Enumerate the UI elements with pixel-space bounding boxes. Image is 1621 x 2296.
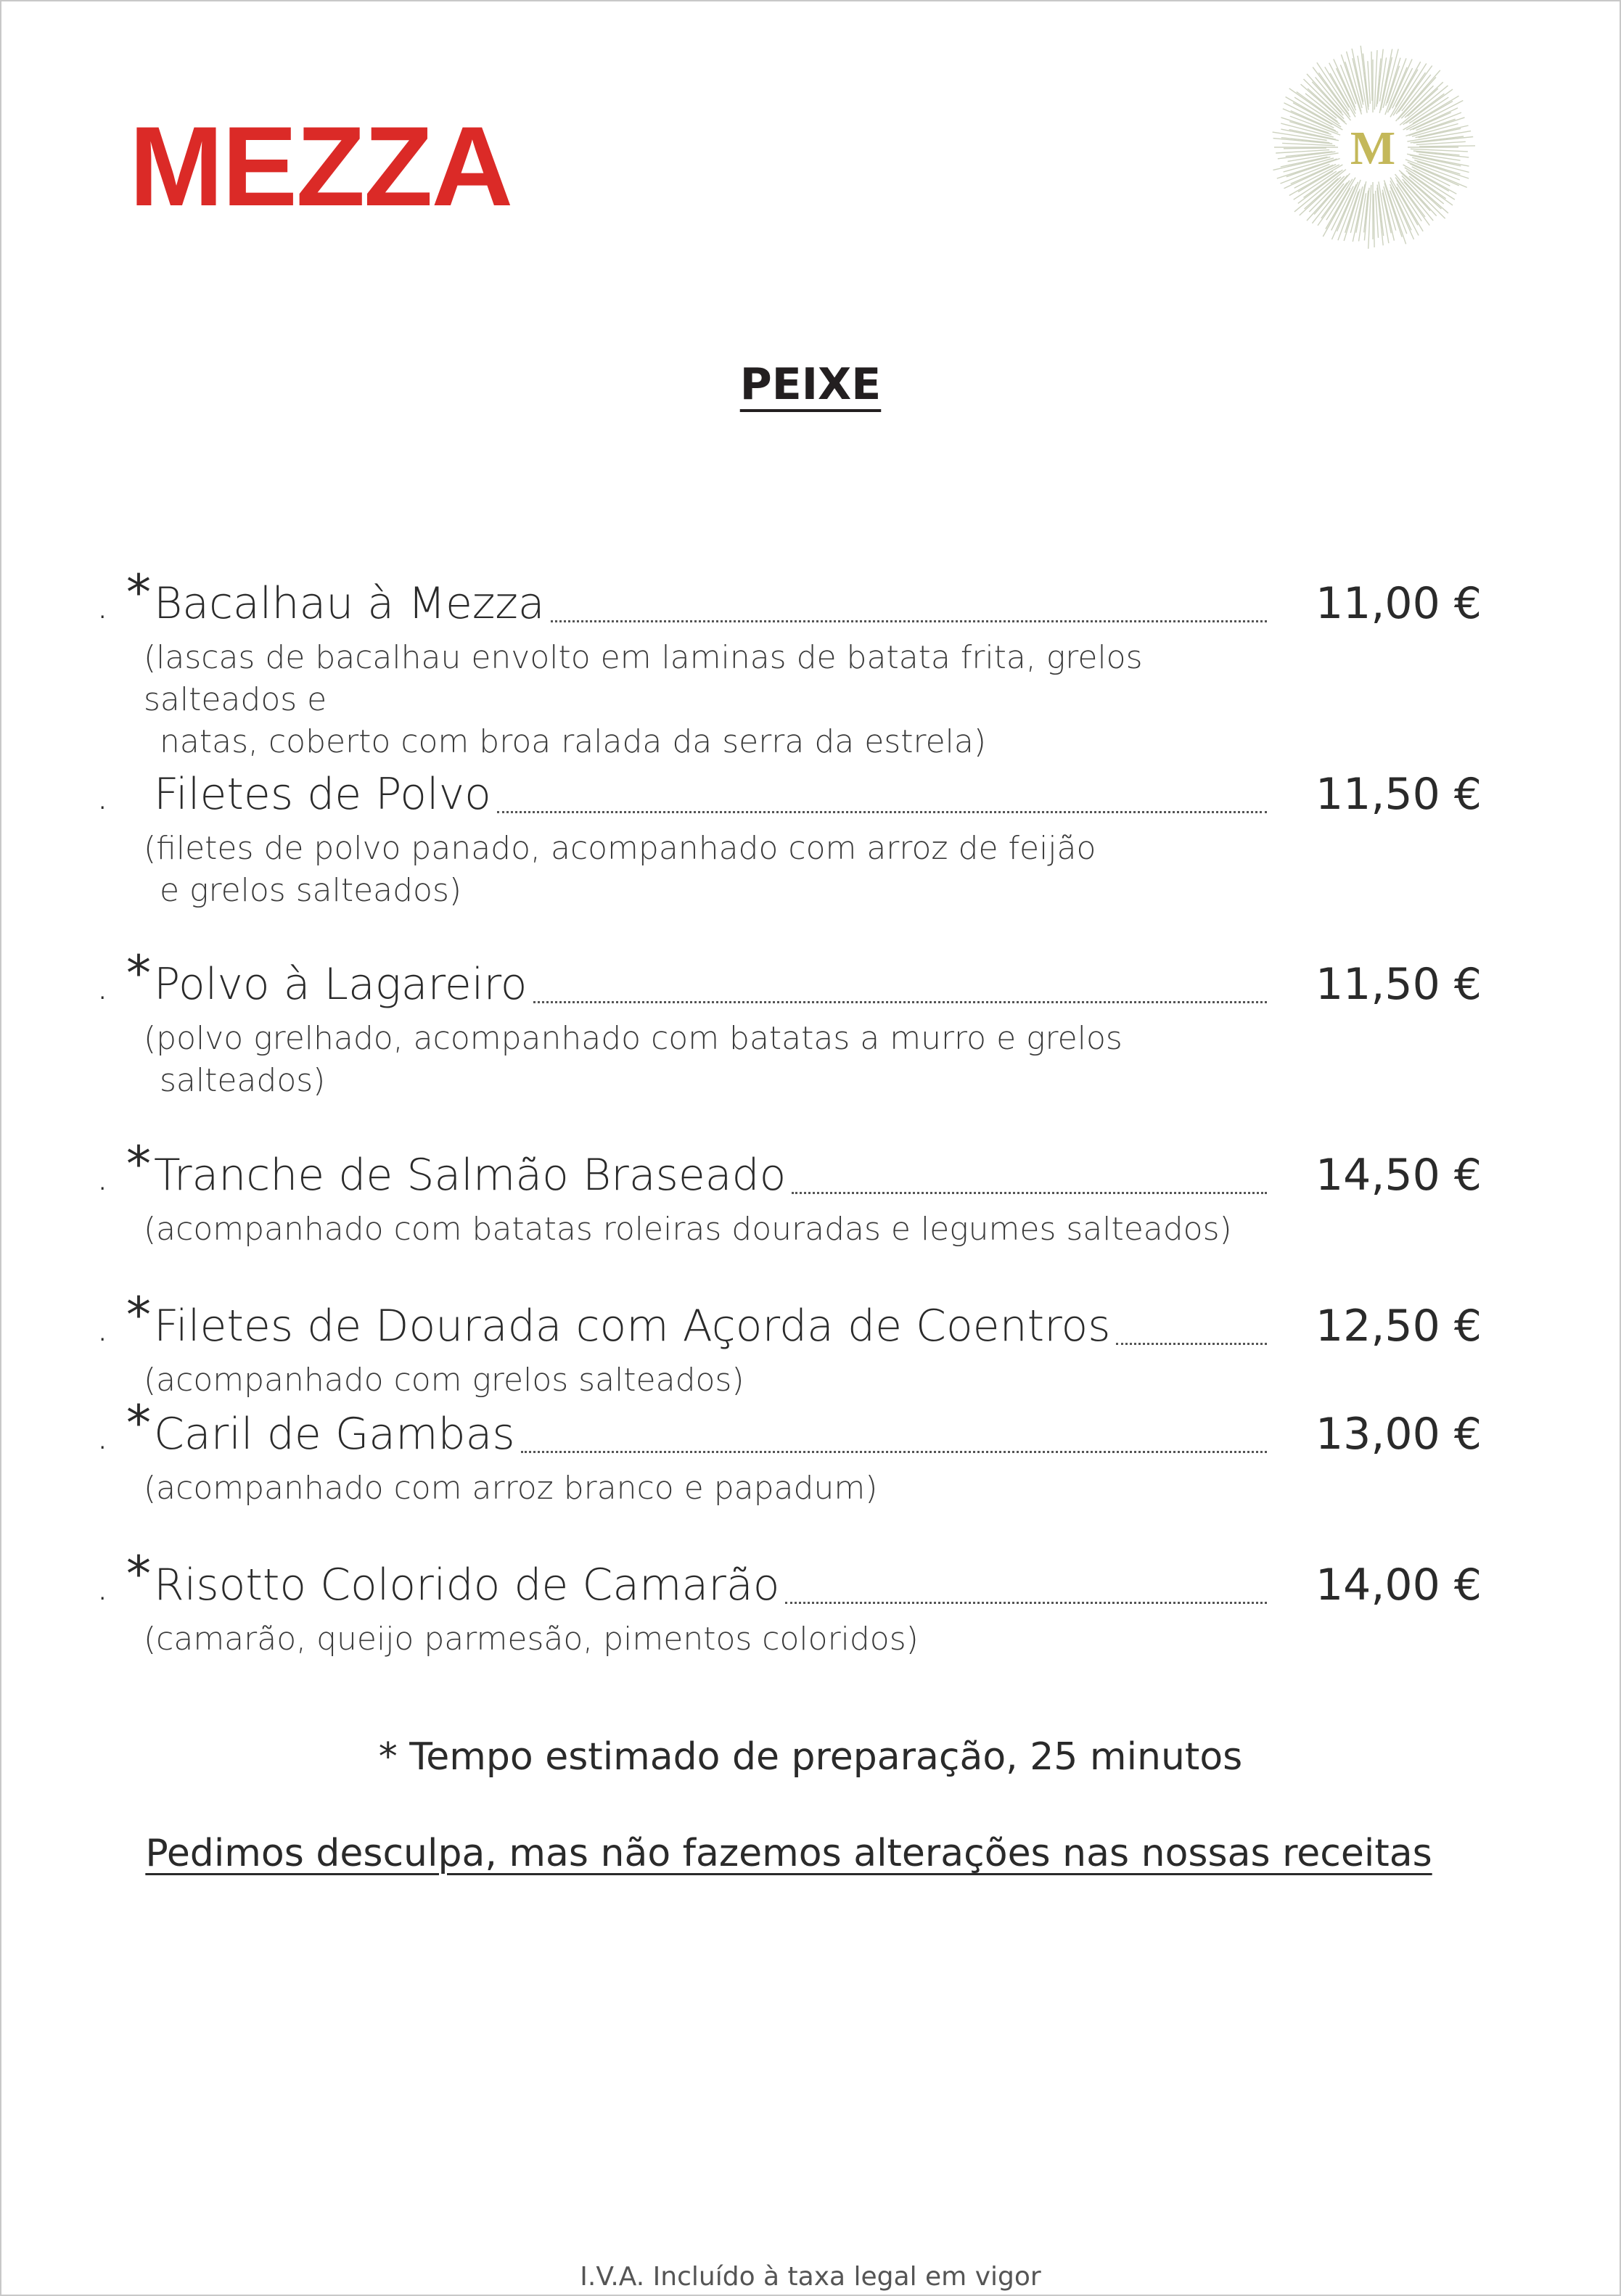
item-price: 11,50 € [1315,769,1482,820]
item-name-text: Polvo à Lagareiro [154,959,528,1010]
item-name-text: Filetes de Polvo [154,769,491,820]
asterisk-marker: * [126,1136,151,1193]
bullet-dot: . [96,1410,110,1459]
asterisk-marker: * [126,945,151,1003]
bullet-dot: . [96,1560,110,1610]
bullet-dot: . [96,770,110,819]
item-price: 12,50 € [1315,1301,1482,1351]
item-name-text: Caril de Gambas [154,1409,515,1460]
no-changes-text: Pedimos desculpa, mas não fazemos alterações nas nossas receitas [145,1832,1432,1875]
item-name-text: Risotto Colorido de Camarão [154,1560,780,1610]
item-description [144,1468,1290,1510]
asterisk-marker: * [126,1546,151,1603]
item-name [154,1146,1271,1204]
menu-item-filetes-polvo [1,765,1620,909]
logo-letter: M [1350,122,1396,175]
item-name [154,955,1271,1013]
prep-time-note: * Tempo estimado de preparação, 25 minutos [378,1735,1243,1779]
menu-item-risotto [1,1546,1620,1658]
section-title [1,359,1620,410]
section-title-text: PEIXE [739,359,882,410]
menu-item-dourada [1,1287,1620,1399]
item-description-line: natas, coberto com broa ralada da serra da estrela) [160,723,986,760]
item-price: 11,00 € [1315,578,1482,629]
item-price: 13,00 € [1315,1409,1482,1460]
sunburst-logo-icon [1268,42,1478,252]
item-description [144,1618,1290,1661]
asterisk-marker: * [126,1287,151,1344]
item-description [144,1018,1290,1102]
item-description [144,637,1290,763]
item-description-line: (lascas de bacalhau envolto em laminas de batata frita, grelos salteados e [144,639,1143,718]
item-description [144,1209,1290,1251]
item-name [154,1405,1271,1463]
dot-leader [551,620,1267,622]
brand-wordmark: MEZZA [129,104,512,230]
asterisk-marker: * [126,1395,151,1452]
asterisk-marker: * [126,564,151,622]
item-name-text: Tranche de Salmão Braseado [154,1150,787,1201]
item-description-line: (acompanhado com grelos salteados) [144,1362,744,1399]
dot-leader [792,1192,1267,1194]
dot-leader [533,1001,1267,1003]
dot-leader [521,1451,1267,1453]
item-name-text: Bacalhau à Mezza [154,578,545,629]
item-description-line: e grelos salteados) [160,872,462,909]
item-price: 14,50 € [1315,1150,1482,1201]
menu-item-bacalhau [1,564,1620,760]
item-name [154,575,1271,633]
item-description [144,828,1290,912]
bullet-dot: . [96,1151,110,1200]
item-name [154,765,1271,823]
item-name [154,1556,1271,1614]
item-name-text: Filetes de Dourada com Açorda de Coentros [154,1301,1111,1351]
item-description [144,1359,1290,1402]
dot-leader [497,811,1267,813]
item-name [154,1297,1271,1355]
bullet-dot: . [96,1301,110,1351]
item-description-line: (camarão, queijo parmesão, pimentos coloridos) [144,1621,919,1658]
dot-leader [785,1602,1267,1604]
vat-footer: I.V.A. Incluído à taxa legal em vigor [580,2262,1041,2292]
item-description-line: salteados) [160,1062,326,1099]
item-description-line: (filetes de polvo panado, acompanhado com arroz de feijão [144,830,1096,867]
no-changes-notice [1,1832,1576,1875]
menu-item-polvo-lagareiro [1,945,1620,1099]
item-description-line: (polvo grelhado, acompanhado com batatas a murro e grelos [144,1020,1123,1057]
menu-item-salmao [1,1136,1620,1248]
item-price: 11,50 € [1315,959,1482,1010]
bullet-dot: . [96,579,110,628]
item-description-line: (acompanhado com arroz branco e papadum) [144,1470,878,1507]
bullet-dot: . [96,960,110,1009]
dot-leader [1116,1343,1267,1345]
menu-item-caril [1,1395,1620,1507]
item-description-line: (acompanhado com batatas roleiras douradas e legumes salteados) [144,1211,1232,1248]
item-price: 14,00 € [1315,1560,1482,1610]
